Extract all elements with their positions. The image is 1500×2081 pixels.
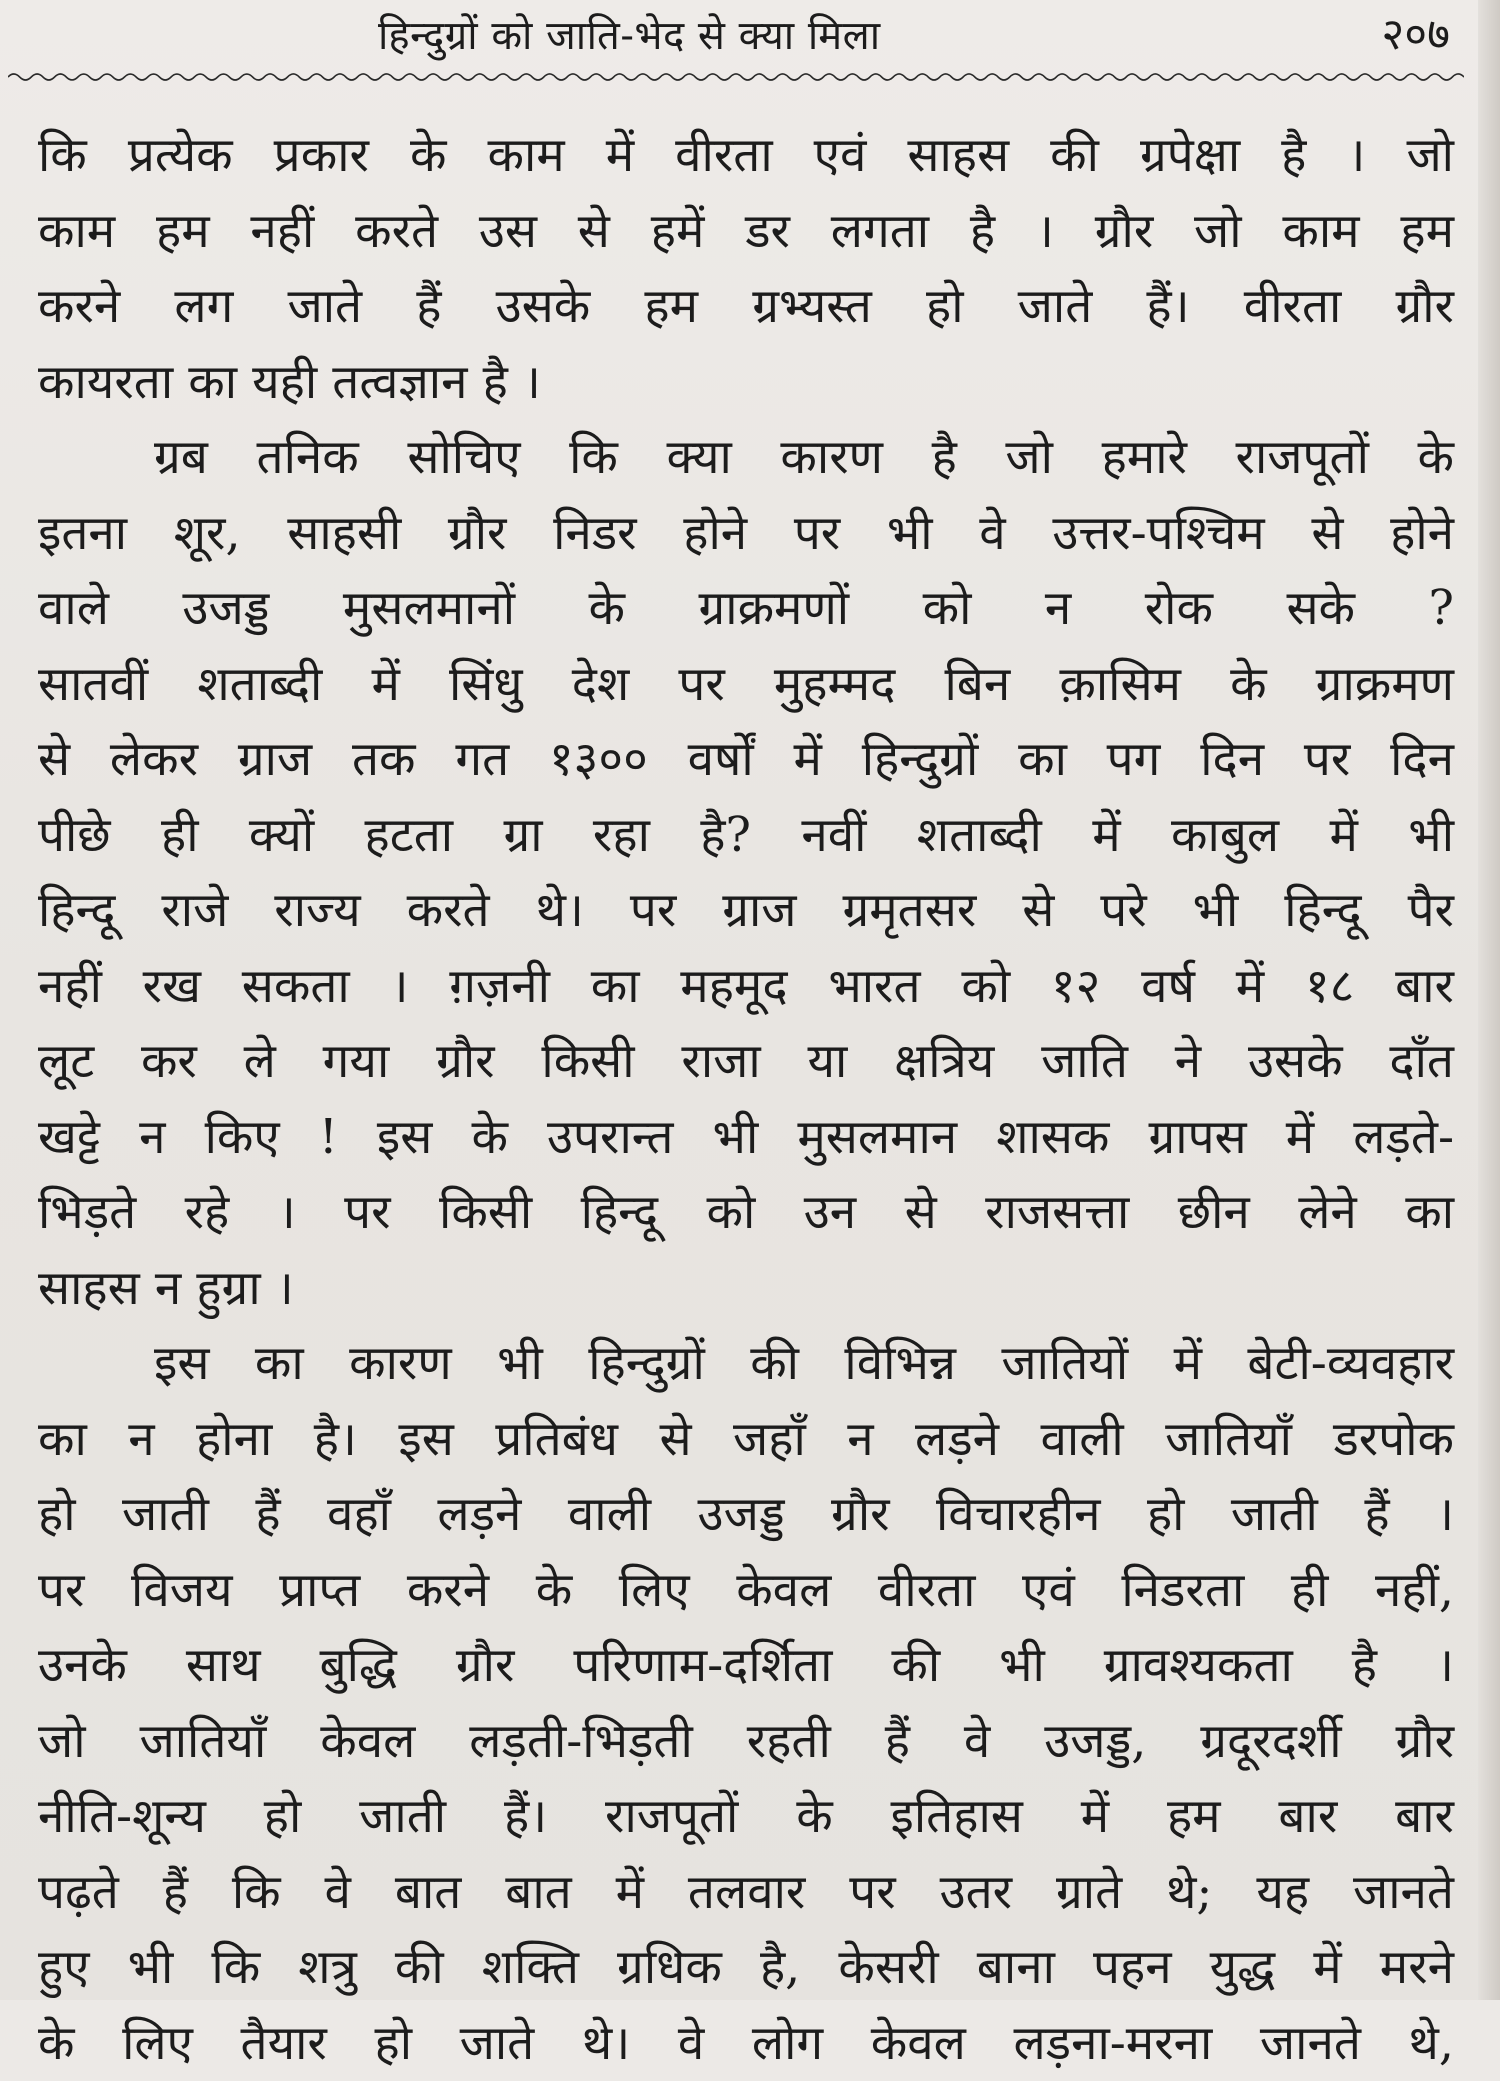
text-line: हुए भी कि शत्रु की शक्ति ग्रधिक है, केसरी बाना पहन युद्ध में मरने bbox=[38, 1930, 1454, 2006]
header-wavy-rule bbox=[8, 70, 1464, 84]
text-line: का न होना है। इस प्रतिबंध से जहाँ न लड़ने वाली जातियाँ डरपोक bbox=[38, 1402, 1454, 1478]
text-line: सातवीं शताब्दी में सिंधु देश पर मुहम्मद बिन क़ासिम के ग्राक्रमण bbox=[38, 647, 1454, 723]
text-line: इतना शूर, साहसी ग्रौर निडर होने पर भी वे उत्तर-पश्चिम से होने bbox=[38, 496, 1454, 572]
text-line: वाले उजड्ड मुसलमानों के ग्राक्रमणों को न रोक सके ? bbox=[38, 571, 1454, 647]
text-line: कि प्रत्येक प्रकार के काम में वीरता एवं साहस की ग्रपेक्षा है । जो bbox=[38, 118, 1454, 194]
text-line: पढ़ते हैं कि वे बात बात में तलवार पर उतर ग्राते थे; यह जानते bbox=[38, 1855, 1454, 1931]
text-line: पर विजय प्राप्त करने के लिए केवल वीरता एवं निडरता ही नहीं, bbox=[38, 1553, 1454, 1629]
text-line: हिन्दू राजे राज्य करते थे। पर ग्राज ग्रमृतसर से परे भी हिन्दू पैर bbox=[38, 873, 1454, 949]
text-line: उनके साथ बुद्धि ग्रौर परिणाम-दर्शिता की भी ग्रावश्यकता है । bbox=[38, 1628, 1454, 1704]
paragraph-3 bbox=[38, 1326, 1454, 2081]
text-line: भिड़ते रहे । पर किसी हिन्दू को उन से राजसत्ता छीन लेने का bbox=[38, 1175, 1454, 1251]
text-line: के लिए तैयार हो जाते थे। वे लोग केवल लड़ना-मरना जानते थे, bbox=[38, 2006, 1454, 2081]
text-line: साहस न हुग्रा । bbox=[38, 1251, 1454, 1327]
text-line: नीति-शून्य हो जाती हैं। राजपूतों के इतिहास में हम बार बार bbox=[38, 1779, 1454, 1855]
text-line: लूट कर ले गया ग्रौर किसी राजा या क्षत्रिय जाति ने उसके दाँत bbox=[38, 1024, 1454, 1100]
text-line: खट्टे न किए ! इस के उपरान्त भी मुसलमान शासक ग्रापस में लड़ते- bbox=[38, 1100, 1454, 1176]
page-header bbox=[38, 0, 1454, 88]
paragraph-1 bbox=[38, 118, 1454, 420]
text-line: इस का कारण भी हिन्दुग्रों की विभिन्न जातियों में बेटी-व्यवहार bbox=[38, 1326, 1454, 1402]
text-line: जो जातियाँ केवल लड़ती-भिड़ती रहती हैं वे उजड्ड, ग्रदूरदर्शी ग्रौर bbox=[38, 1704, 1454, 1780]
paragraph-2 bbox=[38, 420, 1454, 1326]
text-line: करने लग जाते हैं उसके हम ग्रभ्यस्त हो जाते हैं। वीरता ग्रौर bbox=[38, 269, 1454, 345]
body-text bbox=[38, 118, 1454, 2081]
text-line: पीछे ही क्यों हटता ग्रा रहा है? नवीं शताब्दी में काबुल में भी bbox=[38, 798, 1454, 874]
text-line: नहीं रख सकता । ग़ज़नी का महमूद भारत को १२ वर्ष में १८ बार bbox=[38, 949, 1454, 1025]
text-line: हो जाती हैं वहाँ लड़ने वाली उजड्ड ग्रौर विचारहीन हो जाती हैं । bbox=[38, 1477, 1454, 1553]
text-line: से लेकर ग्राज तक गत १३०० वर्षों में हिन्दुग्रों का पग दिन पर दिन bbox=[38, 722, 1454, 798]
text-line: ग्रब तनिक सोचिए कि क्या कारण है जो हमारे राजपूतों के bbox=[38, 420, 1454, 496]
running-head: हिन्दुग्रों को जाति-भेद से क्या मिला bbox=[378, 6, 881, 61]
text-line: कायरता का यही तत्वज्ञान है । bbox=[38, 345, 1454, 421]
text-line: काम हम नहीं करते उस से हमें डर लगता है । ग्रौर जो काम हम bbox=[38, 194, 1454, 270]
page-gutter-shadow bbox=[1478, 0, 1500, 2000]
page-number: २०७ bbox=[1381, 2, 1450, 62]
